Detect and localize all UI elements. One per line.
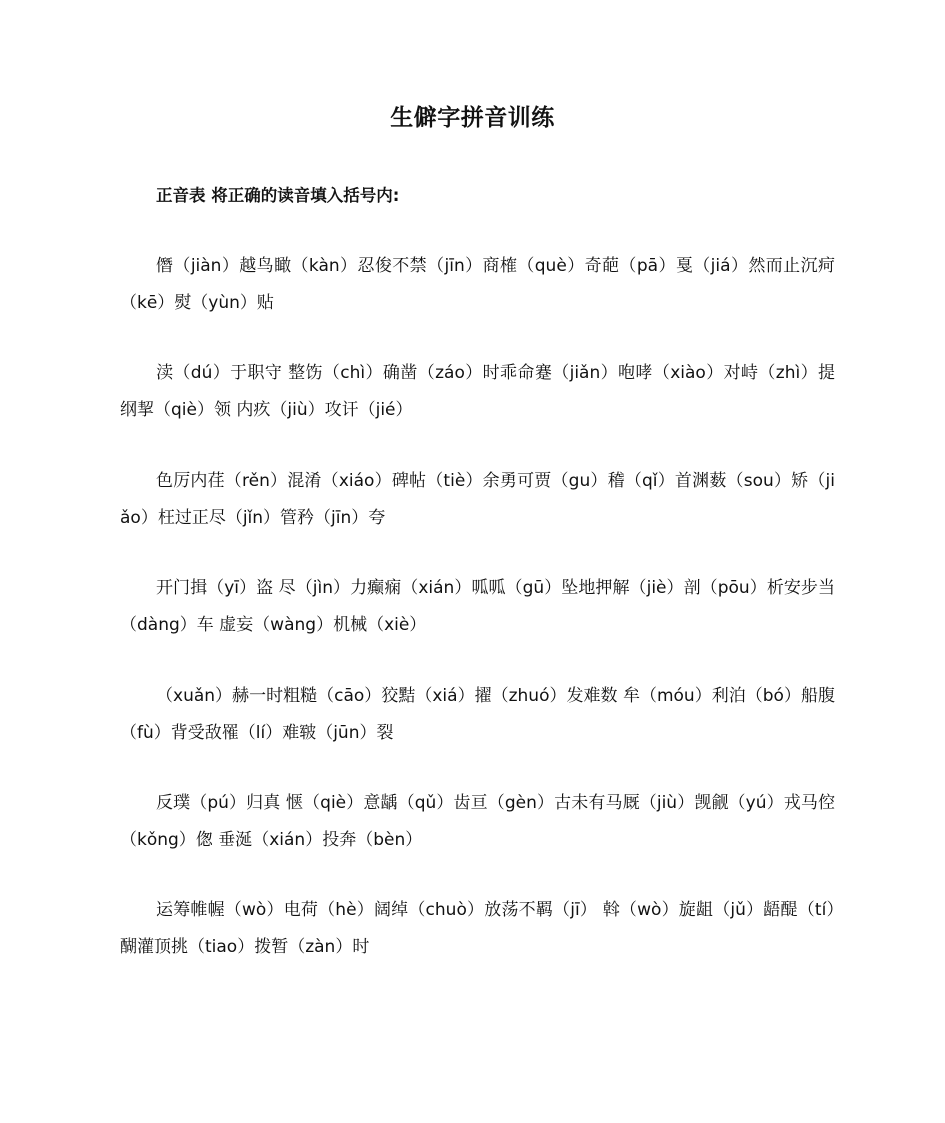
pinyin-paragraph-1: 僭（jiàn）越鸟瞰（kàn）忍俊不禁（jīn）商榷（què）奇葩（pā）戛（jiá）然而止沉疴（kē）熨（yùn）贴 xyxy=(120,256,835,313)
section-heading: 正音表 将正确的读音填入括号内: xyxy=(156,186,400,205)
pinyin-paragraph-2: 渎（dú）于职守 整饬（chì）确凿（záo）时乖命蹇（jiǎn）咆哮（xiào）对峙（zhì）提纲挈（qiè）领 内疚（jiù）攻讦（jié） xyxy=(120,363,835,420)
pinyin-paragraph-3: 色厉内荏（rěn）混淆（xiáo）碑帖（tiè）余勇可贾（gu）稽（qǐ）首渊薮（sou）矫（jiǎo）枉过正尽（jǐn）管矜（jīn）夸 xyxy=(120,471,835,528)
pinyin-paragraph-4: 开门揖（yī）盗 尽（jìn）力癫痫（xián）呱呱（gū）坠地押解（jiè）剖（pōu）析安步当（dàng）车 虚妄（wàng）机械（xiè） xyxy=(120,578,835,635)
pinyin-paragraph-6: 反璞（pú）归真 惬（qiè）意龋（qǔ）齿亘（gèn）古未有马厩（jiù）觊觎（yú）戎马倥（kǒng）偬 垂涎（xián）投奔（bèn） xyxy=(120,793,835,850)
pinyin-paragraph-7: 运筹帷幄（wò）电荷（hè）阔绰（chuò）放荡不羁（jī） 斡（wò）旋龃（jǔ）龉醍（tí）醐灌顶挑（tiao）拨暂（zàn）时 xyxy=(120,900,835,957)
pinyin-paragraph-5: （xuǎn）赫一时粗糙（cāo）狡黠（xiá）擢（zhuó）发难数 牟（móu）利泊（bó）船腹（fù）背受敌罹（lí）难皲（jūn）裂 xyxy=(120,686,835,743)
page-title: 生僻字拼音训练 xyxy=(390,105,555,131)
